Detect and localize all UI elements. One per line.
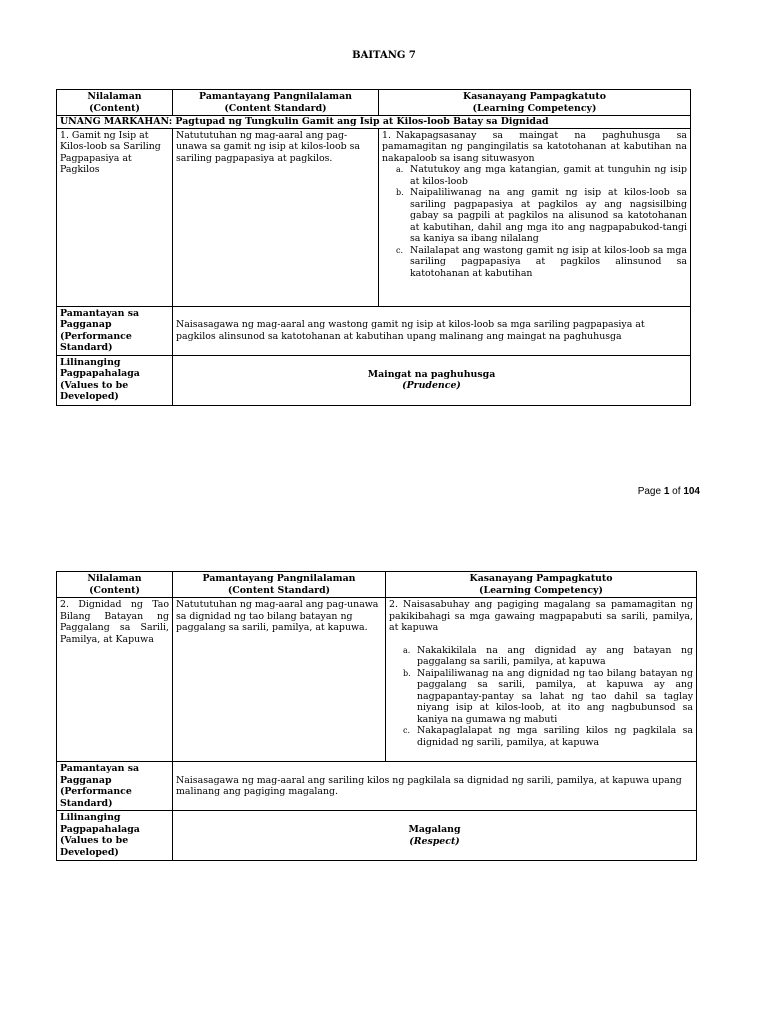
content-row [57,598,697,762]
curriculum-table-2 [56,571,697,861]
competency-item: b. Naipaliliwanag na ang gamit ng isip at kilos-loob sa sariling pagpapasiya at pagkilos ay ang nagsisilbing gabay sa pagpili at pagkilos na alisunod sa katotohanan at kabutihan, dahil ang mga ito ang nagpapabukod-tangi sa kaniya sa ibang nilalang [396,187,687,244]
competency-item: c. Nakapaglalapat ng mga sariling kilos ng pagkilala sa dignidad ng sarili, pamilya, at kapuwa [403,725,693,748]
header-competency: Kasanayang Pampagkatuto (Learning Competency) [379,90,691,116]
header-standard: Pamantayang Pangnilalaman (Content Standard) [173,90,379,116]
competency-list [403,645,693,749]
competency-list [396,164,687,279]
header-row [57,90,691,116]
header-row [57,572,697,598]
performance-text: Naisasagawa ng mag-aaral ang sariling kilos ng pagkilala sa dignidad ng sarili, pamilya, at kapuwa upang malinang ang pagiging magalang. [173,762,697,811]
value-name: Maingat na paghuhusga [367,368,496,380]
content-row [57,128,691,306]
values-cell [173,811,697,861]
performance-label: Pamantayan sa Pagganap (Performance Standard) [57,306,173,355]
performance-label: Pamantayan sa Pagganap (Performance Standard) [57,762,173,811]
standard-cell: Natututuhan ng mag-aaral ang pag-unawa sa gamit ng isip at kilos-loob sa sariling pagpapasiya at pagkilos. [173,128,379,306]
quarter-label: UNANG MARKAHAN: Pagtupad ng Tungkulin Gamit ang Isip at Kilos-loob Batay sa Dignidad [57,116,691,129]
competency-item: b. Naipaliliwanag na ang dignidad ng tao bilang batayan ng paggalang sa sarili, pamilya, at kapuwa ay ang nagpapantay-pantay sa lahat ng tao dahil sa taglay niyang isip at kilos-loob, at ito ang nagbubunsod sa kaniya na gumawa ng mabuti [403,667,693,725]
performance-text: Naisasagawa ng mag-aaral ang wastong gamit ng isip at kilos-loob sa mga sariling pagpapasiya at pagkilos alinsunod sa katotohanan at kabutihan upang malinang ang maingat na paghuhusga [173,306,691,355]
content-cell: 2. Dignidad ng Tao Bilang Batayan ng Paggalang sa Sarili, Pamilya, at Kapuwa [57,598,173,762]
value-english: (Respect) [409,835,460,847]
header-content: Nilalaman (Content) [57,90,173,116]
competency-item: a. Natutukoy ang mga katangian, gamit at tunguhin ng isip at kilos-loob [396,164,687,187]
header-competency: Kasanayang Pampagkatuto (Learning Competency) [386,572,697,598]
values-row [57,811,697,861]
standard-cell: Natututuhan ng mag-aaral ang pag-unawa sa dignidad ng tao bilang batayan ng paggalang sa sarili, pamilya, at kapuwa. [173,598,386,762]
page-indicator: Page 1 of 104 [637,486,700,497]
competency-main: 2. Naisasabuhay ang pagiging magalang sa pamamagitan ng pakikibahagi sa mga gawaing magpapabuti sa sarili, pamilya, at kapuwa [389,599,693,633]
curriculum-table-1 [56,89,691,406]
performance-row [57,306,691,355]
value-english: (Prudence) [402,380,461,391]
competency-item: c. Nailalapat ang wastong gamit ng isip at kilos-loob sa mga sariling pagpapasiya at pagkilos alinsunod sa katotohanan at kabutihan [396,244,687,279]
values-label: Lilinanging Pagpapahalaga (Values to be Developed) [57,811,173,861]
values-row [57,355,691,405]
quarter-row [57,116,691,129]
content-cell: 1. Gamit ng Isip at Kilos-loob sa Sariling Pagpapasiya at Pagkilos [57,128,173,306]
header-content: Nilalaman (Content) [57,572,173,598]
competency-cell [379,128,691,306]
value-name: Magalang [408,824,461,835]
competency-main: 1. Nakapagsasanay sa maingat na paghuhusga sa pamamagitan ng pangingilatis sa katotohanan at kabutihan na nakapaloob sa isang situwasyon [382,129,687,164]
values-label: Lilinanging Pagpapahalaga (Values to be Developed) [57,355,173,405]
header-standard: Pamantayang Pangnilalaman (Content Standard) [173,572,386,598]
performance-row [57,762,697,811]
competency-item: a. Nakakikilala na ang dignidad ay ang batayan ng paggalang sa sarili, pamilya, at kapuwa [403,644,693,667]
page-title: BAITANG 7 [352,50,416,61]
competency-cell [386,598,697,762]
values-cell [173,355,691,405]
